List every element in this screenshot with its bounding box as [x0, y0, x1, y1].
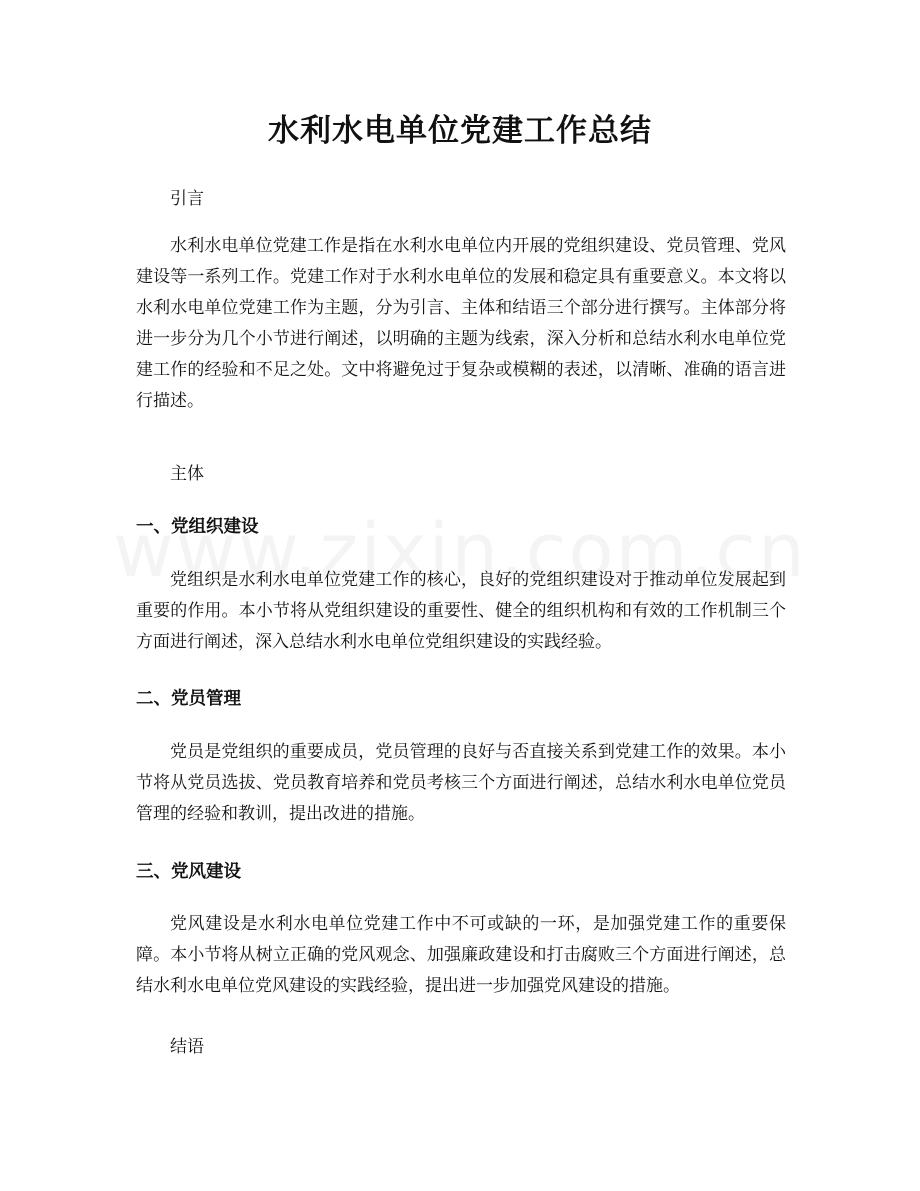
intro-label: 引言	[170, 189, 204, 209]
section-heading-party-conduct: 三、党风建设	[136, 862, 241, 882]
section-heading-party-organization: 一、党组织建设	[136, 517, 259, 537]
section-heading-member-management: 二、党员管理	[136, 689, 241, 709]
body-label: 主体	[170, 464, 204, 484]
conclusion-label: 结语	[170, 1037, 204, 1057]
document-title: 水利水电单位党建工作总结	[268, 113, 652, 149]
section-paragraph-member-management: 党员是党组织的重要成员，党员管理的良好与否直接关系到党建工作的效果。本小节将从党员选拔、党员教育培养和党员考核三个方面进行阐述，总结水利水电单位党员管理的经验和教训，提出改进的措施。	[136, 742, 786, 824]
section-paragraph-party-conduct: 党风建设是水利水电单位党建工作中不可或缺的一环，是加强党建工作的重要保障。本小节将从树立正确的党风观念、加强廉政建设和打击腐败三个方面进行阐述，总结水利水电单位党风建设的实践经验，提出进一步加强党风建设的措施。	[136, 914, 786, 996]
section-paragraph-party-organization: 党组织是水利水电单位党建工作的核心，良好的党组织建设对于推动单位发展起到重要的作用。本小节将从党组织建设的重要性、健全的组织机构和有效的工作机制三个方面进行阐述，深入总结水利水电单位党组织建设的实践经验。	[136, 570, 786, 652]
intro-paragraph: 水利水电单位党建工作是指在水利水电单位内开展的党组织建设、党员管理、党风建设等一系列工作。党建工作对于水利水电单位的发展和稳定具有重要意义。本文将以水利水电单位党建工作为主题，分为引言、主体和结语三个部分进行撰写。主体部分将进一步分为几个小节进行阐述，以明确的主题为线索，深入分析和总结水利水电单位党建工作的经验和不足之处。文中将避免过于复杂或模糊的表述，以清晰、准确的语言进行描述。	[136, 236, 786, 411]
